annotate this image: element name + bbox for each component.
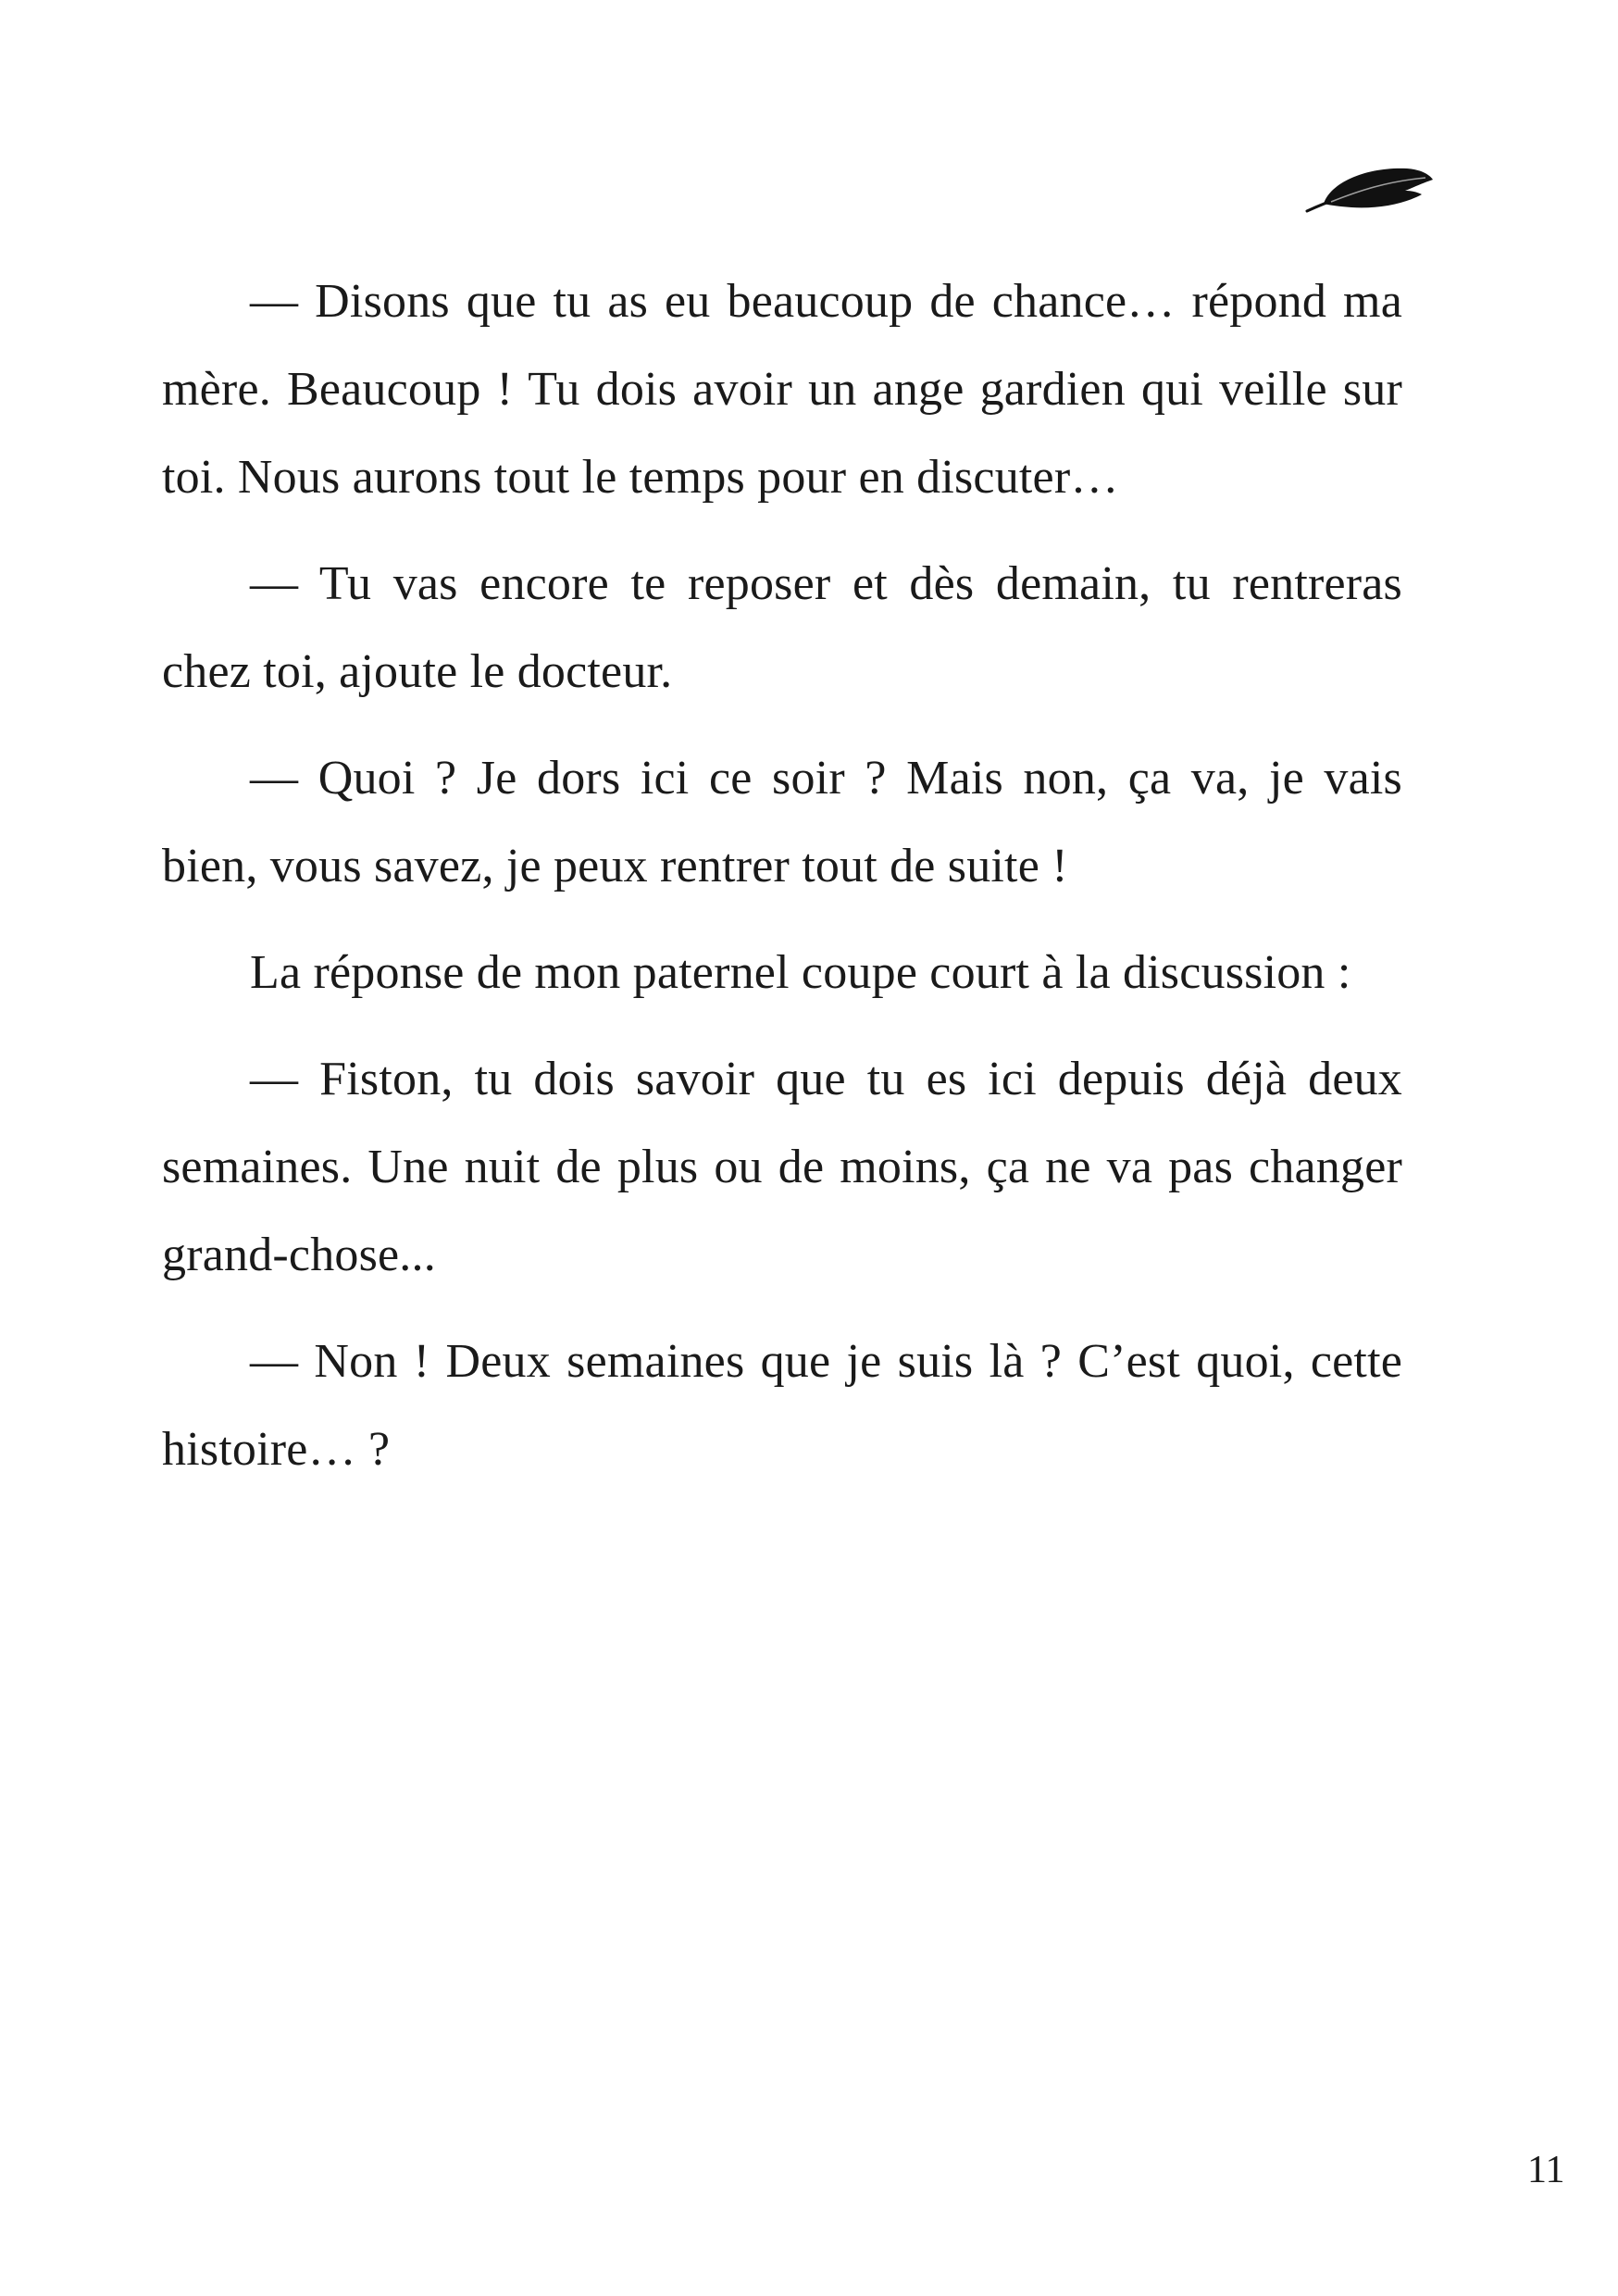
paragraph-3: — Quoi ? Je dors ici ce soir ? Mais non, ça va, je vais bien, vous savez, je peux rentrer tout de suite ! bbox=[162, 752, 1402, 892]
feather-icon bbox=[1303, 163, 1435, 218]
paragraph-1: — Disons que tu as eu beaucoup de chance… répond ma mère. Beaucoup ! Tu dois avoir un ange gardien qui veille sur toi. Nous aurons tout le temps pour en discuter… bbox=[162, 275, 1402, 504]
page-number: 11 bbox=[1527, 2149, 1565, 2191]
paragraph-6: — Non ! Deux semaines que je suis là ? C’est quoi, cette histoire… ? bbox=[162, 1335, 1402, 1476]
paragraph-4: La réponse de mon paternel coupe court à la discussion : bbox=[250, 946, 1351, 999]
paragraph-5: — Fiston, tu dois savoir que tu es ici depuis déjà deux semaines. Une nuit de plus ou de moins, ça ne va pas changer grand-chose... bbox=[162, 1053, 1402, 1281]
paragraph-2: — Tu vas encore te reposer et dès demain, tu rentreras chez toi, ajoute le docteur. bbox=[162, 557, 1402, 698]
body-text bbox=[162, 257, 1402, 1512]
